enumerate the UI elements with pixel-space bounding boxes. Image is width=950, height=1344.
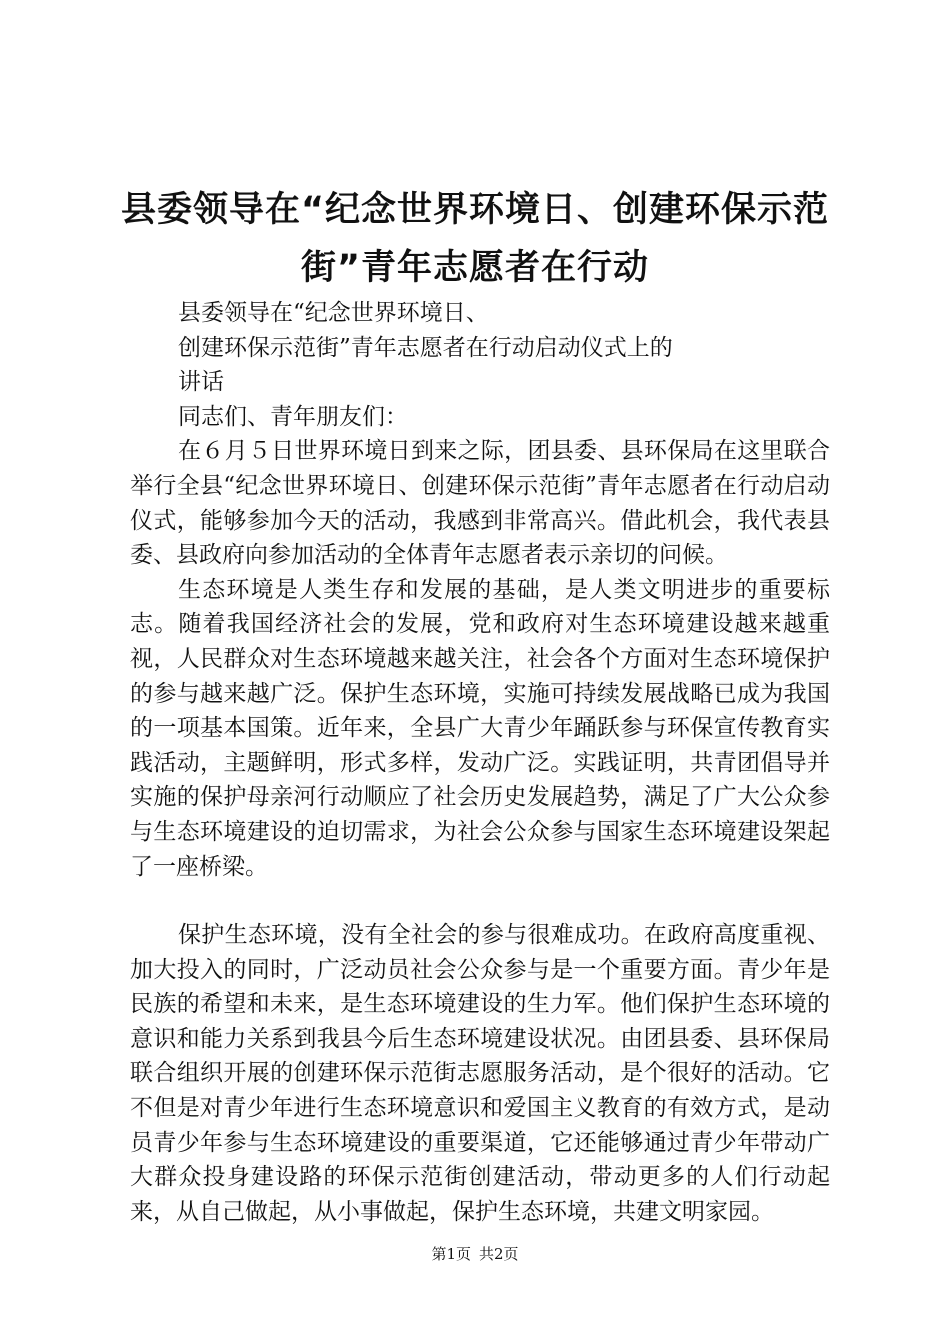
paragraph-2: 生态环境是人类生存和发展的基础，是人类文明进步的重要标志。随着我国经济社会的发展，党和政府对生态环境建设越来越重视，人民群众对生态环境越来越关注，社会各个方面对生态环境保护的参与越来越广泛。保护生态环境，实施可持续发展战略已成为我国的一项基本国策。近年来，全县广大青少年踊跃参与环保宣传教育实践活动，主题鲜明，形式多样，发动广泛。实践证明，共青团倡导并实施的保护母亲河行动顺应了社会历史发展趋势，满足了广大公众参与生态环境建设的迫切需求，为社会公众参与国家生态环境建设架起了一座桥梁。: [130, 576, 830, 880]
paragraph-gap: [130, 884, 830, 918]
document-title-line-1: 县委领导在“纪念世界环境日、创建环保示范: [120, 190, 829, 230]
paragraph-1: 在６月５日世界环境日到来之际，团县委、县环保局在这里联合举行全县“纪念世界环境日、创建环保示范街”青年志愿者在行动启动仪式，能够参加今天的活动，我感到非常高兴。借此机会，我代表县委、县政府向参加活动的全体青年志愿者表示亲切的问候。: [130, 438, 830, 569]
page-total: 共2页: [479, 1245, 519, 1263]
page-number: 第1页: [431, 1245, 471, 1263]
subtitle-line-1: 县委领导在“纪念世界环境日、: [178, 300, 489, 326]
paragraph-3: 保护生态环境，没有全社会的参与很难成功。在政府高度重视、加大投入的同时，广泛动员社会公众参与是一个重要方面。青少年是民族的希望和未来，是生态环境建设的生力军。他们保护生态环境的意识和能力关系到我县今后生态环境建设状况。由团县委、县环保局联合组织开展的创建环保示范街志愿服务活动，是个很好的活动。它不但是对青少年进行生态环境意识和爱国主义教育的有效方式，是动员青少年参与生态环境建设的重要渠道，它还能够通过青少年带动广大群众投身建设路的环保示范街创建活动，带动更多的人们行动起来，从自己做起，从小事做起，保护生态环境，共建文明家园。: [130, 922, 830, 1225]
document-title-line-2: 街”青年志愿者在行动: [300, 248, 649, 288]
page-footer: [0, 1244, 950, 1264]
salutation: 同志们、青年朋友们：: [178, 403, 408, 430]
subtitle-line-3: 讲话: [178, 369, 224, 396]
document-body: [130, 296, 830, 1229]
subtitle-line-2: 创建环保示范街”青年志愿者在行动启动仪式上的: [178, 334, 673, 361]
